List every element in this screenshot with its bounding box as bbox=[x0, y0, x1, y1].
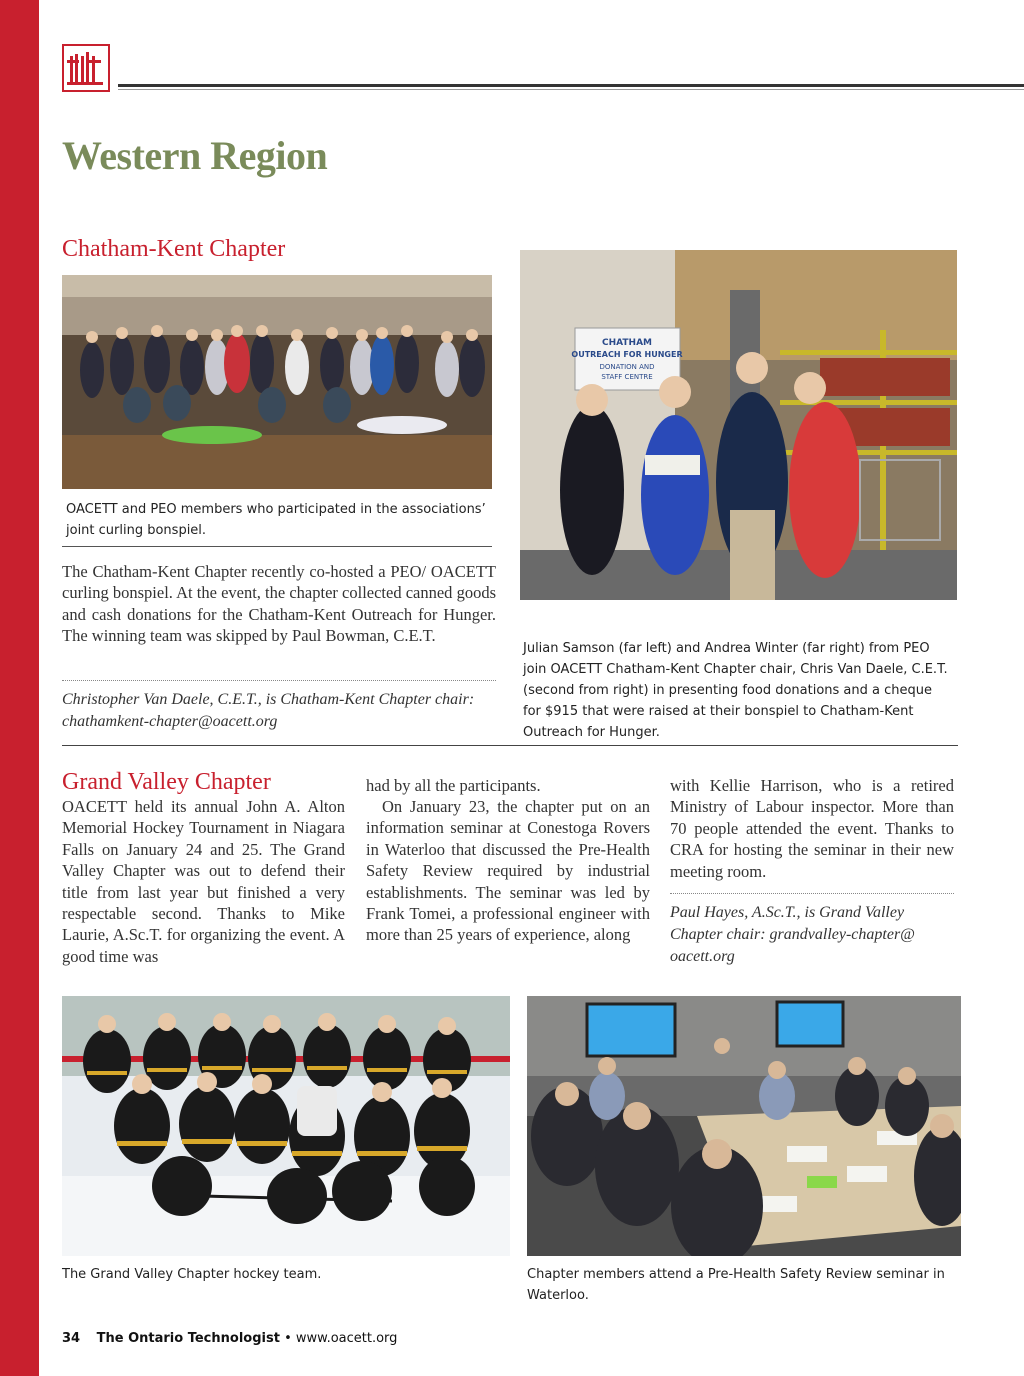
page-number: 34 bbox=[62, 1331, 81, 1346]
caption-rule bbox=[62, 546, 492, 547]
food-donation-photo bbox=[520, 250, 957, 600]
grand-valley-title: Grand Valley Chapter bbox=[62, 769, 271, 795]
footer-bullet: • bbox=[284, 1331, 292, 1346]
sign-line-4: STAFF CENTRE bbox=[601, 373, 653, 381]
section-divider bbox=[62, 745, 958, 746]
sign-line-2: OUTREACH FOR HUNGER bbox=[571, 350, 683, 359]
chatham-kent-title: Chatham-Kent Chapter bbox=[62, 236, 286, 262]
header-rule-thin bbox=[118, 89, 1024, 90]
grand-valley-col2: On January 23, the chapter put on an information seminar at Conestoga Rovers in Waterloo that discussed the Pre-Health Safety Review required by industrial establishments. The seminar was led by Frank Tomei, a professional engineer with more than 25 years of experience, along bbox=[366, 797, 650, 945]
page-footer bbox=[62, 1331, 397, 1346]
grand-valley-col1: OACETT held its annual John A. Alton Memorial Hockey Tournament in Niagara Falls on January 24 and 25. The Grand Valley Chapter was out to defend their title from last year but finished a very respectable second. Thanks to Mike Laurie, A.Sc.T. for organizing the event. A good time was bbox=[62, 797, 345, 966]
oacett-logo-icon bbox=[64, 46, 108, 90]
hockey-team-photo bbox=[62, 996, 510, 1256]
grand-valley-byline: Paul Hayes, A.Sc.T., is Grand Valley Chapter chair: grandvalley-chapter@ oacett.org bbox=[670, 904, 915, 965]
grand-valley-col2-intro: had by all the participants. bbox=[366, 776, 541, 795]
seminar-photo bbox=[527, 996, 961, 1256]
grand-valley-byline-separator bbox=[670, 893, 954, 894]
grand-valley-col3: with Kellie Harrison, who is a retired Ministry of Labour inspector. More than 70 people attended the event. Thanks to CRA for hosting the seminar in their new meeting room. bbox=[670, 776, 954, 881]
left-accent-bar bbox=[0, 0, 39, 1376]
publication-name: The Ontario Technologist bbox=[96, 1331, 280, 1346]
food-donation-caption: Julian Samson (far left) and Andrea Winter (far right) from PEO join OACETT Chatham-Kent Chapter chair, Chris Van Daele, C.E.T. (second from right) in presenting food donations and a cheque for $915 that were raised at their bonspiel to Chatham-Kent Outreach for Hunger. bbox=[523, 641, 948, 740]
oacett-logo bbox=[62, 44, 110, 92]
header-rule bbox=[118, 84, 1024, 87]
seminar-caption: Chapter members attend a Pre-Health Safety Review seminar in Waterloo. bbox=[527, 1267, 945, 1303]
region-title: Western Region bbox=[62, 133, 328, 178]
hockey-team-caption: The Grand Valley Chapter hockey team. bbox=[62, 1267, 322, 1282]
byline-separator bbox=[62, 680, 496, 681]
curling-photo-caption: OACETT and PEO members who participated in the associations’ joint curling bonspiel. bbox=[66, 502, 486, 538]
sign-line-1: CHATHAM bbox=[602, 338, 652, 348]
chatham-kent-body: The Chatham-Kent Chapter recently co-hosted a PEO/ OACETT curling bonspiel. At the event, the chapter collected canned goods and cash donations for the Chatham-Kent Outreach for Hunger. The winning team was skipped by Paul Bowman, C.E.T. bbox=[62, 562, 496, 646]
curling-group-photo bbox=[62, 275, 492, 489]
chatham-kent-byline: Christopher Van Daele, C.E.T., is Chatham-Kent Chapter chair: chathamkent-chapter@oacett.org bbox=[62, 691, 475, 730]
footer-url[interactable]: www.oacett.org bbox=[295, 1331, 398, 1346]
sign-line-3: DONATION AND bbox=[599, 363, 655, 371]
